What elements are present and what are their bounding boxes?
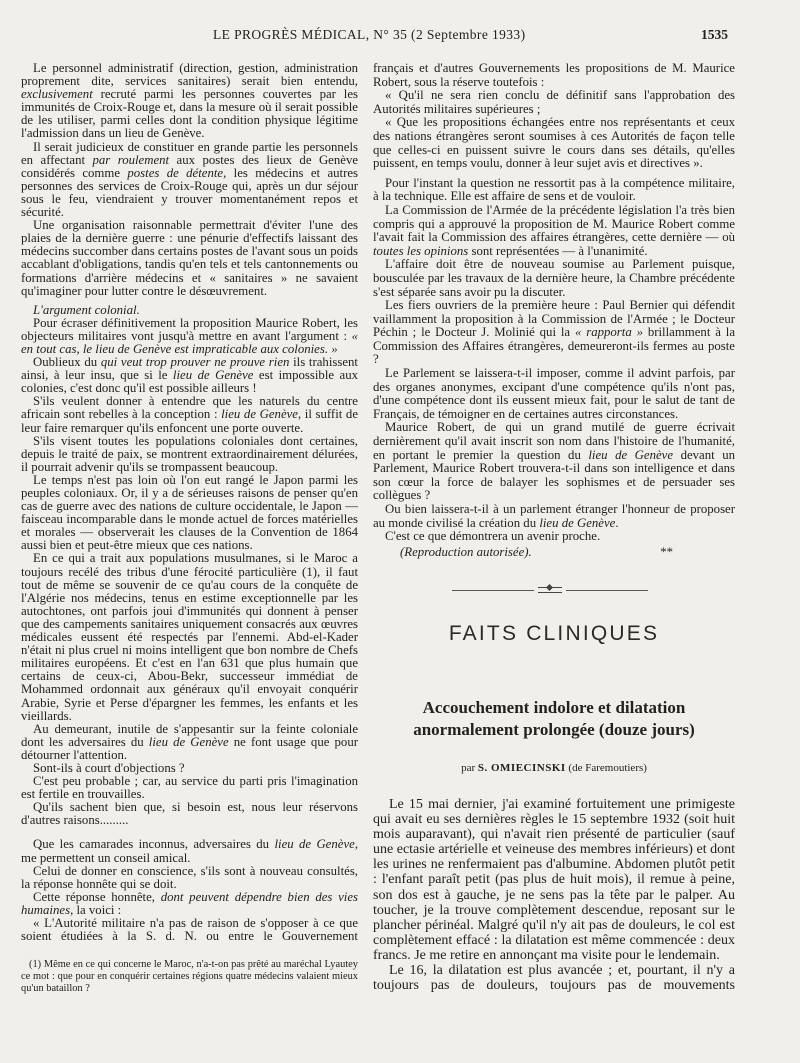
- text-run: S'ils visent toutes les populations coloniales dont certaines, depuis le traité de paix, se montrent extraordinairement délurées, il pourrait advenir qu'ils se trompassent beaucoup.: [21, 433, 358, 474]
- text-run: C'est peu probable ; car, au service du parti pris l'imagination est fertile en trouvailles.: [21, 774, 358, 802]
- paragraph-continued: [373, 62, 735, 89]
- text-run: En ce qui a trait aux populations musulmanes, si le Maroc a toujours recélé des tribus d'une férocité particulière (1), il faut tout de même se souvenir de ce qu'au cours de la conquête de l'Algérie nos médecins, tenus en estime exceptionnelle par les autochtones, ont parfois joui d'immunités qui donnent à penser que des campements sanitaires uniquement consacrés aux œuvres médicales eussent été respectés par l'ennemi. Abd-el-Kader n'était ni plus cruel ni moins intelligent que bon nombre de Chefs militaires européens. Et c'est en l'an 631 que plus humain que certains de ceux-ci, Abou-Bekr, successeur immédiat de Mohammed ordonnait aux généraux qu'il envoyait conquérir Arabie, Syrie et Perse d'épargner les femmes, les enfants et les vieillards.: [21, 551, 358, 723]
- text-run: recruté parmi les personnes couvertes par les immunités de Croix-Rouge et, dans la mesure où il serait possible de les utiliser, parmi celles dont la condition physique légitime l'admission dans un lieu de Genève.: [21, 87, 358, 141]
- paragraph: [21, 552, 358, 722]
- paragraph: [21, 356, 358, 395]
- paragraph: [373, 367, 735, 421]
- italic-text: lieu de Genève: [172, 368, 254, 383]
- text-run: brillamment à la Commission des Affaires étrangères, demeureront-ils fermes au poste ?: [373, 325, 736, 367]
- text-run: est impossible aux colonies, c'est donc qu'il est possible ailleurs !: [21, 368, 358, 396]
- paragraph: [373, 299, 735, 367]
- text-run: Cette réponse honnête,: [33, 889, 161, 904]
- byline: [373, 762, 735, 775]
- paragraph: [373, 421, 735, 503]
- text-run: L'affaire doit être de nouveau soumise au Parlement puisque, bousculée par les travaux de la dernière heure, la Chambre précédente s'est séparée sans avoir pu la discuter.: [373, 257, 735, 299]
- text-run: Ou bien laissera-t-il à un parlement étranger l'honneur de proposer au monde civilisé la création du: [373, 502, 735, 530]
- paragraph: [21, 775, 358, 801]
- text-run: , la voici :: [70, 902, 122, 917]
- text-run: ne font usage que pour détourner l'attention.: [21, 734, 358, 762]
- text-run: Oublieux du: [33, 355, 101, 370]
- text-run: S'ils veulent donner à entendre que les naturels du centre africain sont rebelles à la conception :: [21, 394, 358, 422]
- italic-text: lieu de Genève: [274, 837, 355, 852]
- text-run: Le Parlement se laissera-t-il imposer, comme il advint parfois, par des organes anonymes, excipant d'une compétence qu'ils n'ont pas, d'une compétence dont ils eussent mieux fait, pour le salut de tant de Français, de témoigner en de certaines autres circonstances.: [373, 366, 735, 421]
- text-run: Qu'ils sachent bien que, si besoin est, nous leur réservons d'autres raisons.........: [21, 800, 358, 828]
- text-run: Une organisation raisonnable permettrait d'éviter l'une des plaies de la dernière guerre : une pénurie d'effectifs laissant des médecins succomber dans certains postes de l'avant sous un poids accablant d'obligations, tandis qu'en tels et tels cantonnements ou formations d'arrière médecins et « sanitaires » ne savaient qu'imaginer pour lutter contre le désœuvrement.: [21, 218, 358, 298]
- text-run: Le temps n'est pas loin où l'on eut rangé le Japon parmi les peuples coloniaux. Or, il y a de sérieuses raisons de penser qu'en cas de guerre avec des nations de culture occidentale, le Japon — faisceau incomparable dans le monde actuel de forces matérielles et morales — observerait les clauses de la Convention de 1864 aussi bien et peut-être mieux que ces nations.: [21, 472, 358, 553]
- running-header-title: LE PROGRÈS MÉDICAL, N° 35 (2 Septembre 1933): [213, 27, 526, 42]
- italic-text: « rapporta »: [574, 325, 643, 340]
- end-mark: **: [660, 544, 673, 559]
- paragraph: [21, 435, 358, 474]
- paragraph: [373, 177, 735, 204]
- paragraph: [21, 801, 358, 827]
- italic-text: dont peuvent dépendre bien des vies humaines: [21, 889, 359, 917]
- paragraph: [21, 917, 358, 943]
- text-run: « Qu'il ne sera rien conclu de définitif sans l'approbation des Autorités militaires supérieures ;: [373, 88, 735, 116]
- text-run: Pour écraser définitivement la proposition Maurice Robert, les objecteurs militaires vont jusqu'à mettre en avant l'argument :: [21, 315, 358, 343]
- reproduction-note: [373, 546, 735, 560]
- paragraph: [373, 530, 735, 544]
- text-run: Celui de donner en conscience, s'ils sont à nouveau consultés, la réponse honnête qui se doit.: [21, 863, 358, 891]
- paragraph: [373, 258, 735, 299]
- article-title-line: Accouchement indolore et dilatation: [422, 698, 686, 717]
- text-run: aux postes des lieux de Genève considérés comme: [21, 152, 359, 180]
- author-affiliation: (de Faremoutiers): [568, 762, 647, 774]
- text-run: Les fiers ouvriers de la première heure : Paul Bernier qui défendit vaillamment la proposition à la Commission de l'Armée ; le Docteur Péchin ; le Docteur J. Molinié qui la: [373, 298, 735, 340]
- paragraph: [21, 891, 358, 917]
- paragraph: [373, 204, 735, 258]
- paragraph: [373, 116, 735, 170]
- italic-text: postes de détente: [127, 165, 224, 180]
- divider-rule: [566, 590, 648, 591]
- paragraph: [373, 503, 735, 530]
- text-run: , les médecins et autres personnes des services de Croix-Rouge qui, après un dur séjour sous le feu, viendraient y trouver momentanément repos et sécurité.: [21, 165, 359, 220]
- paragraph: [21, 474, 358, 553]
- article-title: [373, 697, 735, 741]
- text-run: Au demeurant, inutile de s'appesantir sur la feinte coloniale dont les adversaires du: [21, 721, 358, 749]
- paragraph: [21, 865, 358, 891]
- text-run: sont représentées — à l'unanimité.: [468, 243, 648, 258]
- text-run: Le personnel administratif (direction, gestion, administration proprement dite, services sanitaires) serait bien entendu,: [21, 61, 358, 89]
- reproduction-text: (Reproduction autorisée).: [400, 544, 532, 559]
- text-run: Maurice Robert, de qui un grand mutilé de guerre écrivait dernièrement qu'il avait inscrit son nom dans l'histoire de l'humanité, en portant le premier la question du: [373, 420, 735, 462]
- paragraph: [21, 395, 358, 434]
- paragraph: [373, 89, 735, 116]
- paragraph: [21, 838, 358, 864]
- author-name: S. OMIECINSKI: [477, 762, 566, 774]
- paragraph: [21, 723, 358, 762]
- italic-text: lieu de Genève: [148, 734, 229, 749]
- text-run: Il serait judicieux de constituer en grande partie les personnels en affectant: [21, 139, 358, 167]
- text-run: C'est ce que démontrera un avenir proche.: [385, 529, 601, 544]
- italic-text: lieu de Genève: [221, 407, 298, 422]
- left-column: [21, 62, 358, 995]
- text-run: Pour l'instant la question ne ressortit pas à la compétence militaire, à la technique. Elle est affaire de sens et de vouloir.: [373, 175, 735, 204]
- text-run: français et d'autres Gouvernements les propositions de M. Maurice Robert, sous la réserve toutefois :: [373, 61, 735, 89]
- section-divider: [452, 586, 648, 594]
- italic-text: toutes les opinions: [373, 243, 469, 258]
- article-title-line: anormalement prolongée (douze jours): [413, 720, 695, 739]
- text-run: devant un Parlement, Maurice Robert trouvera-t-il dans son intelligence et dans son cœur la force de balayer les sophismes et de persuader ses collègues ?: [373, 447, 735, 503]
- text-run: La Commission de l'Armée de la précédente législation l'a très bien compris qui a approuvé la proposition de M. Maurice Robert comme l'avait fait la Commission des affaires étrangères, cette dernière — où: [373, 202, 735, 245]
- paragraph: Le 16, la dilatation est plus avancée ; et, pourtant, il n'y a toujours pas de douleurs, toujours pas de mouvements: [373, 963, 735, 994]
- text-run: Sont-ils à court d'objections ?: [33, 760, 185, 775]
- text-run: « L'Autorité militaire n'a pas de raison de s'opposer à ce que soient étudiées à la S. d. N. ou entre le Gouvernement: [21, 916, 358, 944]
- page-number: 1535: [701, 27, 728, 42]
- byline-prefix: par: [461, 762, 476, 774]
- text-run: , me permettent un conseil amical.: [21, 837, 359, 865]
- text-run: ils trahissent ainsi, à leur insu, que si le: [21, 355, 358, 383]
- paragraph: [21, 219, 358, 298]
- italic-text: par roulement: [92, 152, 170, 167]
- text-run: .: [615, 515, 619, 530]
- text-run: Que les camarades inconnus, adversaires du: [33, 837, 275, 852]
- text-run: , il suffit de leur faire remarquer qu'ils enfoncent une porte ouverte.: [21, 407, 358, 435]
- section-heading: FAITS CLINIQUES: [448, 622, 660, 645]
- text-run: « Que les propositions échangées entre nos représentants et ceux des nations étrangères seront soumises à ces Autorités de façon telle que celles-ci en puissent suivre le cours dans ses détails, qu'elles puissent, en temps voulu, donner à leur sujet avis et directives ».: [373, 115, 735, 171]
- paragraph: [21, 62, 358, 141]
- italic-text: lieu de Genève: [588, 447, 674, 462]
- italic-text: lieu de Genève: [539, 515, 616, 530]
- paragraph: [21, 317, 358, 356]
- footnote: (1) Même en ce qui concerne le Maroc, n'a-t-on pas prêté au maréchal Lyautey ce mot : que pour en conquérir certaines régions quatre médecins valaient mieux qu'un bataillon ?: [21, 959, 358, 995]
- italic-text: exclusivement: [21, 87, 93, 102]
- divider-ornament-icon: [538, 587, 562, 593]
- article-body: [373, 797, 735, 993]
- divider-rule: [452, 590, 534, 591]
- italic-text: qui veut trop prouver ne prouve rien: [100, 355, 290, 370]
- italic-text: « en tout cas, le lieu de Genève est impraticable aux colonies. »: [21, 328, 358, 356]
- right-column: [373, 62, 735, 559]
- italic-text: L'argument colonial.: [33, 302, 140, 317]
- paragraph: Le 15 mai dernier, j'ai examiné fortuitement une primigeste qui avait eu ses dernières règles le 15 septembre 1932 (soit huit mois auparavant), qui n'avait rien présenté de particulier (sauf une ectasie artérielle et veineuse des membres inférieurs) et dont les urines ne renfermaient pas d'albumine. Abdomen plutôt petit : l'enfant paraît petit (pas plus de huit mois), il remue à peine, son dos est à gauche, je ne sens pas la tête par le palper. Au toucher, je la trouve complètement descendue, reposant sur le plancher périnéal. Malgré qu'il n'y ait pas de douleurs, le col est complètement effacé : la dilatation est même commencée : deux francs. Je me retire en annonçant ma visite pour le lendemain.: [373, 797, 735, 963]
- paragraph: [21, 141, 358, 220]
